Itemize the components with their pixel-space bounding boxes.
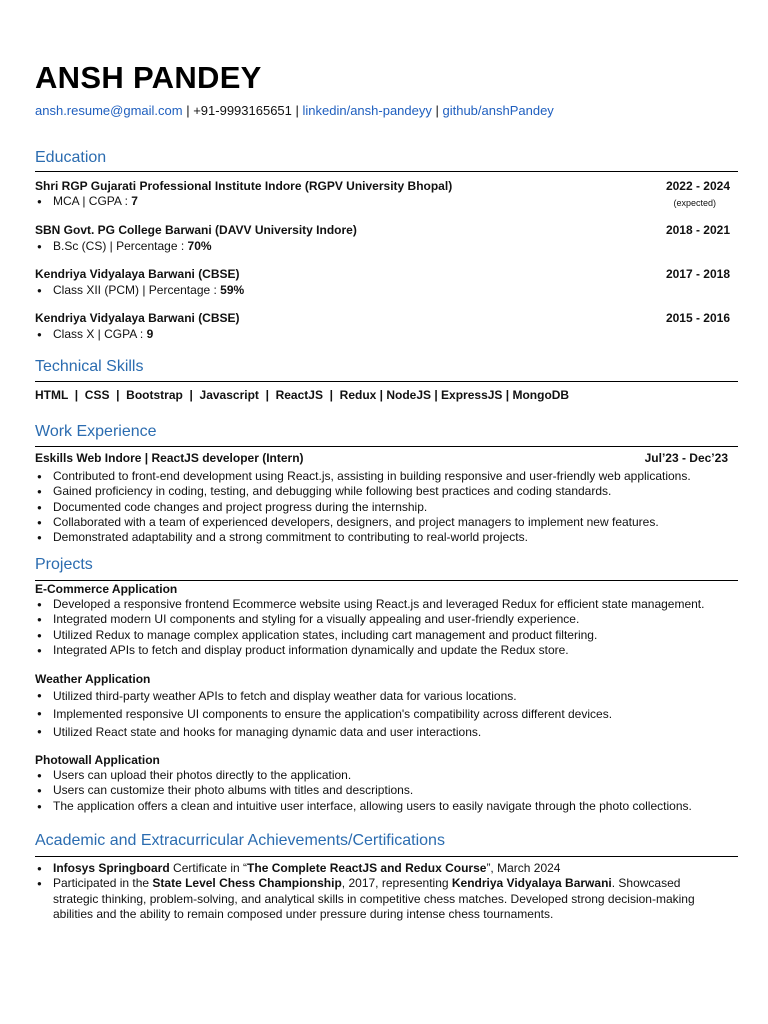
edu-detail-list-4 <box>35 327 153 342</box>
work-heading: Work Experience <box>35 423 157 440</box>
skills-heading: Technical Skills <box>35 358 144 375</box>
edu-school-4: Kendriya Vidyalaya Barwani (CBSE) <box>35 311 240 325</box>
email-link[interactable]: ansh.resume@gmail.com <box>35 103 183 118</box>
edu-school-3: Kendriya Vidyalaya Barwani (CBSE) <box>35 267 240 281</box>
list-item: ● Contributed to front-end development using React.js, assisting in building responsive and user-friendly web applications. <box>35 469 691 484</box>
edu-years-2: 2018 - 2021 <box>665 223 730 237</box>
project-name-photowall: Photowall Application <box>35 753 160 767</box>
linkedin-link[interactable]: linkedin/ansh-pandeyy <box>302 103 432 118</box>
edu-years-1: 2022 - 2024 <box>665 179 730 193</box>
separator: | <box>182 103 194 118</box>
section-divider <box>35 856 738 857</box>
project-bullets-ecommerce <box>35 597 704 658</box>
edu-years-4: 2015 - 2016 <box>665 311 730 325</box>
edu-years-3: 2017 - 2018 <box>665 267 730 281</box>
list-item: ● Integrated modern UI components and styling for a visually appealing and user-friendly experience. <box>35 612 704 627</box>
list-item: ● Infosys Springboard Certificate in “The Complete ReactJS and Redux Course”, March 2024 <box>35 861 695 876</box>
projects-section <box>35 556 738 574</box>
project-bullets-photowall <box>35 768 692 814</box>
edu-detail-4: ● Class X | CGPA : 9 <box>35 327 153 342</box>
list-item: ● Utilized Redux to manage complex application states, including cart management and product filtering. <box>35 628 704 643</box>
candidate-name: ANSH PANDEY <box>35 60 262 95</box>
separator: | <box>291 103 303 118</box>
list-item: ● Developed a responsive frontend Ecommerce website using React.js and leveraged Redux for efficient state management. <box>35 597 704 612</box>
achievement-bullets <box>35 861 695 922</box>
list-item: ● Implemented responsive UI components to ensure the application's compatibility across different devices. <box>35 705 612 723</box>
skills-list: HTML | CSS | Bootstrap | Javascript | ReactJS | Redux | NodeJS | ExpressJS | MongoDB <box>35 388 570 402</box>
list-item: ● Utilized React state and hooks for managing dynamic data and user interactions. <box>35 723 612 741</box>
work-bullets <box>35 469 691 545</box>
achievements-section <box>35 832 738 850</box>
section-divider <box>35 580 738 581</box>
contact-line <box>35 103 554 118</box>
github-link[interactable]: github/anshPandey <box>442 103 554 118</box>
list-item: ● Gained proficiency in coding, testing, and debugging while following best practices and coding standards. <box>35 484 691 499</box>
section-divider <box>35 446 738 447</box>
edu-school-2: SBN Govt. PG College Barwani (DAVV University Indore) <box>35 223 357 237</box>
skills-section <box>35 358 738 376</box>
separator: | <box>431 103 443 118</box>
edu-detail-list-3 <box>35 283 244 298</box>
education-section <box>35 149 738 167</box>
list-item: ● Participated in the State Level Chess Championship, 2017, representing Kendriya Vidyalaya Barwani. Showcased strategic thinking, problem-solving, and analytical skills in competitive chess matches. Developed strong decision-making abilities and the ability to remain composed under pressure during intense chess tournaments. <box>35 876 695 922</box>
section-divider <box>35 381 738 382</box>
work-dates: Jul’23 - Dec’23 <box>644 451 728 465</box>
edu-detail-list-1 <box>35 194 138 209</box>
list-item: ● Collaborated with a team of experienced developers, designers, and project managers to implement new features. <box>35 515 691 530</box>
list-item: ● Utilized third-party weather APIs to fetch and display weather data for various locations. <box>35 687 612 705</box>
project-name-weather: Weather Application <box>35 672 151 686</box>
education-heading: Education <box>35 149 107 166</box>
project-bullets-weather <box>35 687 612 741</box>
achievements-heading: Academic and Extracurricular Achievements/Certifications <box>35 832 445 849</box>
work-role: Eskills Web Indore | ReactJS developer (Intern) <box>35 451 304 465</box>
edu-detail-list-2 <box>35 239 212 254</box>
list-item: ● Documented code changes and project progress during the internship. <box>35 500 691 515</box>
list-item: ● Integrated APIs to fetch and display product information dynamically and update the Redux store. <box>35 643 704 658</box>
edu-detail-1: ● MCA | CGPA : 7 <box>35 194 138 209</box>
project-name-ecommerce: E-Commerce Application <box>35 582 178 596</box>
list-item: ● Demonstrated adaptability and a strong commitment to contributing to real-world projects. <box>35 530 691 545</box>
list-item: ● Users can upload their photos directly to the application. <box>35 768 692 783</box>
phone-number: +91-9993165651 <box>193 103 292 118</box>
projects-heading: Projects <box>35 556 93 573</box>
edu-school-1: Shri RGP Gujarati Professional Institute Indore (RGPV University Bhopal) <box>35 179 453 193</box>
list-item: ● Users can customize their photo albums with titles and descriptions. <box>35 783 692 798</box>
edu-detail-3: ● Class XII (PCM) | Percentage : 59% <box>35 283 244 298</box>
edu-note-expected: (expected) <box>673 198 716 208</box>
edu-detail-2: ● B.Sc (CS) | Percentage : 70% <box>35 239 212 254</box>
section-divider <box>35 171 738 172</box>
list-item: ● The application offers a clean and intuitive user interface, allowing users to easily navigate through the photo collections. <box>35 799 692 814</box>
work-section <box>35 423 738 441</box>
